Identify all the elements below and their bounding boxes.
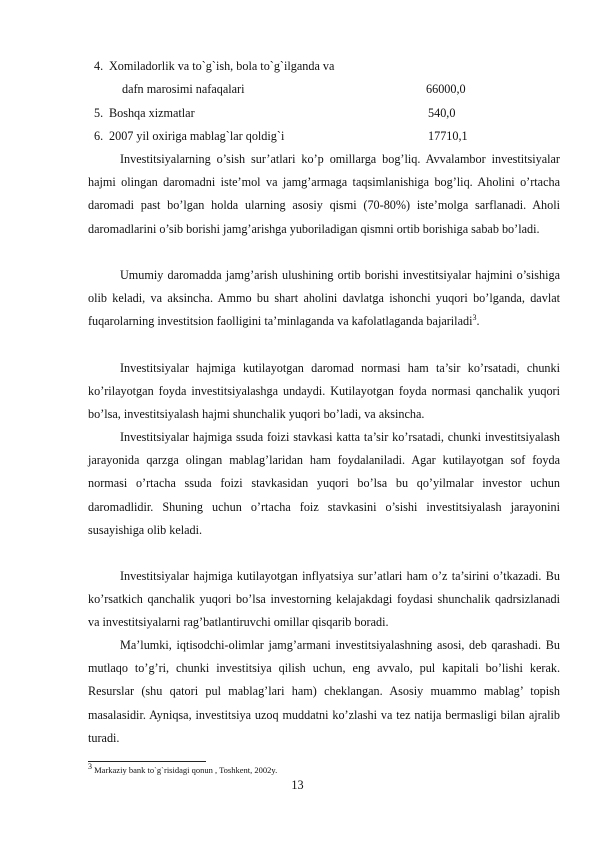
paragraph-text: Umumiy daromadda jamg’arish ulushining ortib borishi investitsiyalar hajmini o’sishiga olib keladi, va aksincha. Ammo bu shart aholini davlatga ishonchi yuqori bo’lganda, davlat fuqarolarning investitsion faolligini ta’minlaganda va kafolatlaganda bajariladi [88, 268, 560, 329]
paragraph [88, 634, 560, 750]
list-item-label: Xomiladorlik va to`g`ish, bola to`g`ilganda va [109, 59, 335, 73]
paragraph [88, 357, 560, 427]
paragraph-text: Investitsiyalarning o’sish sur’atlari ko’p omillarga bog’liq. Avvalambor investitsiyalar hajmi olingan daromadni iste’mol va jamg’armaga taqsimlanishiga bog’liq. Aholini o’rtacha daromadi past bo’lgan holda ularning asosiy qismi (70-80%) iste’molga sarflanadi. Aholi daromadlarini o’sib borishi jamg’arishga yuboriladigan qismni ortib borishiga sabab bo’ladi. [88, 152, 560, 236]
paragraph [88, 565, 560, 635]
paragraph-text: Ma’lumki, iqtisodchi-olimlar jamg’armani investitsiyalashning asosi, deb qarashadi. Bu mutlaqo to’g’ri, chunki investitsiya qilish uchun, eng avvalo, pul kapitali bo’lishi kerak. Resurslar (shu qatori pul mablag’lari ham) cheklangan. Asosiy muammo mablag’ topish masalasidir. Ayniqsa, investitsiya uzoq muddatni ko’zlashi va tez natija bermasligi bilan ajralib turadi. [88, 638, 560, 745]
paragraph-text: Investitsiyalar hajmiga kutilayotgan daromad normasi ham ta’sir ko’rsatadi, chunki ko’rilayotgan foyda investitsiyalashga undaydi. Kutilayotgan foyda normasi qanchalik yuqori bo’lsa, investitsiyalash hajmi shunchalik yuqori bo’ladi, va aksincha. [88, 361, 560, 422]
page-number: 13 [291, 778, 304, 792]
paragraph-text: Investitsiyalar hajmiga ssuda foizi stavkasi katta ta’sir ko’rsatadi, chunki investitsiyalash jarayonida qarzga olingan mablag’laridan ham foydalaniladi. Agar kutilayotgan sof foyda normasi o’rtacha ssuda foizi stavkasidan yuqori bo’lsa bu qo’yilmalar investor uchun daromadlidir. Shuning uchun o’rtacha foiz stavkasini o’sishi investitsiyalash jarayonini susayishiga olib keladi. [88, 430, 560, 537]
footnote-divider [88, 761, 206, 762]
list-number: 4. [94, 59, 104, 73]
paragraph [88, 264, 560, 334]
footnote-number: 3 [88, 762, 92, 772]
footnote-ref-suffix: . [476, 314, 480, 329]
list-item-label: dafn marosimi nafaqalari [122, 82, 245, 96]
list-number: 5. [94, 106, 104, 120]
footnote-text: Markaziy bank to`g`risidagi qonun , Toshkent, 2002y. [94, 765, 278, 775]
paragraph [88, 148, 560, 241]
footnote [88, 762, 278, 775]
list-item-value: 17710,1 [428, 129, 468, 143]
paragraph-text: Investitsiyalar hajmiga kutilayotgan inflyatsiya sur’atlari ham o’z ta’sirini o’tkazadi. Bu ko’rsatkich qanchalik yuqori bo’lsa investorning kelajakdagi foydasi shunchalik qadrsizlanadi va investitsiyalarni rag’batlantiruvchi omillar qisqarib boradi. [88, 569, 560, 630]
list-item-label: Boshqa xizmatlar [109, 106, 195, 120]
list-number: 6. [94, 129, 104, 143]
list-item-value: 66000,0 [426, 82, 466, 96]
footnote-reference: 3 [472, 313, 477, 323]
paragraph [88, 426, 560, 542]
list-item-label: 2007 yil oxiriga mablag`lar qoldig`i [109, 129, 285, 143]
list-item-value: 540,0 [428, 106, 456, 120]
